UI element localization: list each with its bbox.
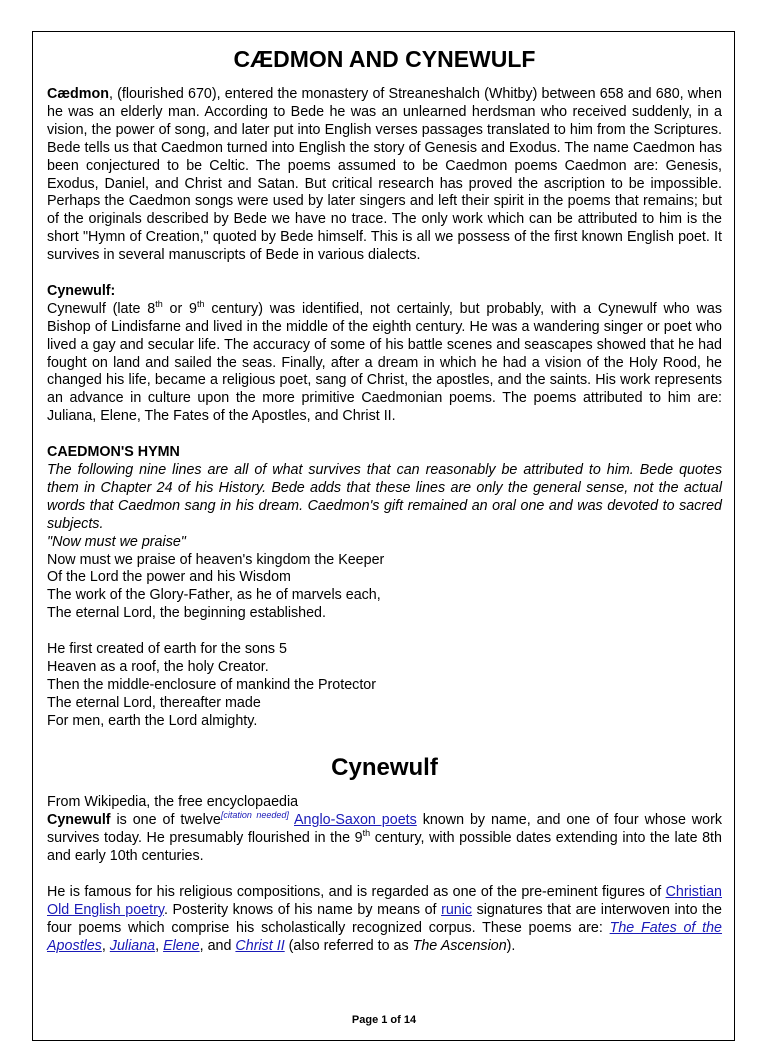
caedmon-name: Cædmon <box>47 86 109 102</box>
wiki-text: century, with possible dates extending into the late 8th and early 10th centuries. <box>47 830 722 865</box>
cynewulf-text-2: or 9 <box>162 300 197 317</box>
poem-line: He first created of earth for the sons 5 <box>47 641 287 658</box>
poem-line: Heaven as a roof, the holy Creator. <box>47 658 269 675</box>
wiki-text: known by name, and one of four whose work survives today. He presumably flourished in the 9 <box>47 812 722 847</box>
wiki-text: is one of twelve <box>110 812 221 829</box>
runic-link[interactable]: runic <box>441 901 473 918</box>
superscript-th: th <box>362 828 371 839</box>
wiki-source: From Wikipedia, the free encyclopaedia <box>47 794 299 811</box>
superscript-th: th <box>155 299 163 310</box>
old-english-poetry-link[interactable]: Old English poetry <box>47 901 164 918</box>
caedmon-text: , (flourished 670), entered the monastery of Streaneshalch (Whitby) between 658 and 680, when he was an elderly man. According to Bede he was an unlearned herdsman who received suddenly, in a vision, the power of song, and later put into English verses passages translated to him from the Scriptures. Bede tells us that Caedmon turned into English the story of Genesis and Exodus. The name Caedmon has been conjectured to be Celtic. The poems assumed to be Caedmon poems Caedmon are: Genesis, Exodus, Daniel, and Christ and Satan. But critical research has proved the ascription to be impossible. Perhaps the Caedmon songs were used by later singers and left their spirit in the poems that remains; but of the originals described by Bede we have no trace. The only work which can be attributed to him is the short "Hymn of Creation," quoted by Bede himself. This is all we possess of the first known English poet. It survives in several manuscripts of Bede in various dialects. <box>47 86 722 264</box>
wiki-text: He is famous for his religious compositions, and is regarded as one of the pre-eminent figures of <box>47 883 666 900</box>
wiki-name: Cynewulf <box>47 812 111 829</box>
poem-line: The eternal Lord, thereafter made <box>47 694 261 711</box>
hymn-subtitle: "Now must we praise" <box>47 533 186 550</box>
document-body <box>47 44 722 956</box>
poem-line: The eternal Lord, the beginning established. <box>47 605 326 622</box>
poem-line: Of the Lord the power and his Wisdom <box>47 569 291 586</box>
cynewulf-heading: Cynewulf: <box>47 282 116 299</box>
hymn-heading: CAEDMON'S HYMN <box>47 444 180 461</box>
wiki-text: . Posterity knows of his name by means of <box>163 901 442 918</box>
poem-line: Then the middle-enclosure of mankind the Protector <box>47 676 377 693</box>
cynewulf-text-1: Cynewulf (late 8 <box>47 300 156 317</box>
caedmon-paragraph <box>47 86 722 265</box>
poem-line: The work of the Glory-Father, as he of marvels each, <box>47 587 381 604</box>
anglo-saxon-poets-link[interactable]: Anglo-Saxon poets <box>294 812 417 829</box>
christ-ii-link[interactable]: Christ II <box>235 937 285 954</box>
juliana-link[interactable]: Juliana <box>109 937 156 954</box>
wiki-text: ). <box>506 937 516 954</box>
poem-line: For men, earth the Lord almighty. <box>47 712 258 729</box>
elene-link[interactable]: Elene <box>163 937 200 954</box>
hymn-poem <box>47 552 722 731</box>
wiki-text: signatures that are interwoven into the four poems which comprise his scholastically recognized corpus. These poems are: <box>47 901 722 936</box>
wiki-text: (also referred to as <box>284 937 413 954</box>
cynewulf-paragraph <box>47 301 722 426</box>
wiki-paragraph-2: He is famous for his religious compositions, and is regarded as one of the pre-eminent figures of Christian Old English poetry. Posterity knows of his name by means of runic signatures that are interwoven into the four poems which comprise his scholastically recognized corpus. These poems are: The Fates of the Apostles, Juliana, Elene, and Christ II (also referred to as The Ascension). <box>47 883 723 954</box>
wiki-heading: Cynewulf <box>331 754 438 782</box>
cynewulf-text-3: century) was identified, not certainly, but probably, with a Cynewulf who was Bishop of Lindisfarne and lived in the middle of the eighth century. He was a wandering singer or poet who lived a gay and secular life. The accuracy of some of his battle scenes and seascapes showed that he had fought on land and sailed the seas. Finally, after a dream in which he had a vision of the Holy Rood, he changed his life, became a religious poet, sang of Christ, the apostles, and the saints. His work represents an advance in culture upon the more primitive Caedmonian poems. The poems attributed to him are: Juliana, Elene, The Fates of the Apostles, and Christ II. <box>47 300 722 425</box>
christian-link[interactable]: Christian <box>665 883 722 900</box>
fates-of-the-apostles-link[interactable]: The Fates of the Apostles <box>47 919 723 954</box>
page-title: CÆDMON AND CYNEWULF <box>233 46 536 72</box>
citation-needed-link[interactable]: [citation needed] <box>220 810 289 821</box>
ascension-title: The Ascension <box>412 937 507 954</box>
page-number: Page 1 of 14 <box>351 1014 417 1026</box>
hymn-intro: The following nine lines are all of what survives that can reasonably be attributed to him. Bede quotes them in Chapter 24 of his History. Bede adds that these lines are only the general sense, not the actual words that Caedmon sang in his dream. Caedmon's gift remained an oral one and was devoted to sacred subjects. <box>47 462 722 532</box>
superscript-th: th <box>197 299 205 310</box>
poem-line: Now must we praise of heaven's kingdom the Keeper <box>47 551 385 568</box>
wiki-paragraph-1 <box>47 812 722 866</box>
